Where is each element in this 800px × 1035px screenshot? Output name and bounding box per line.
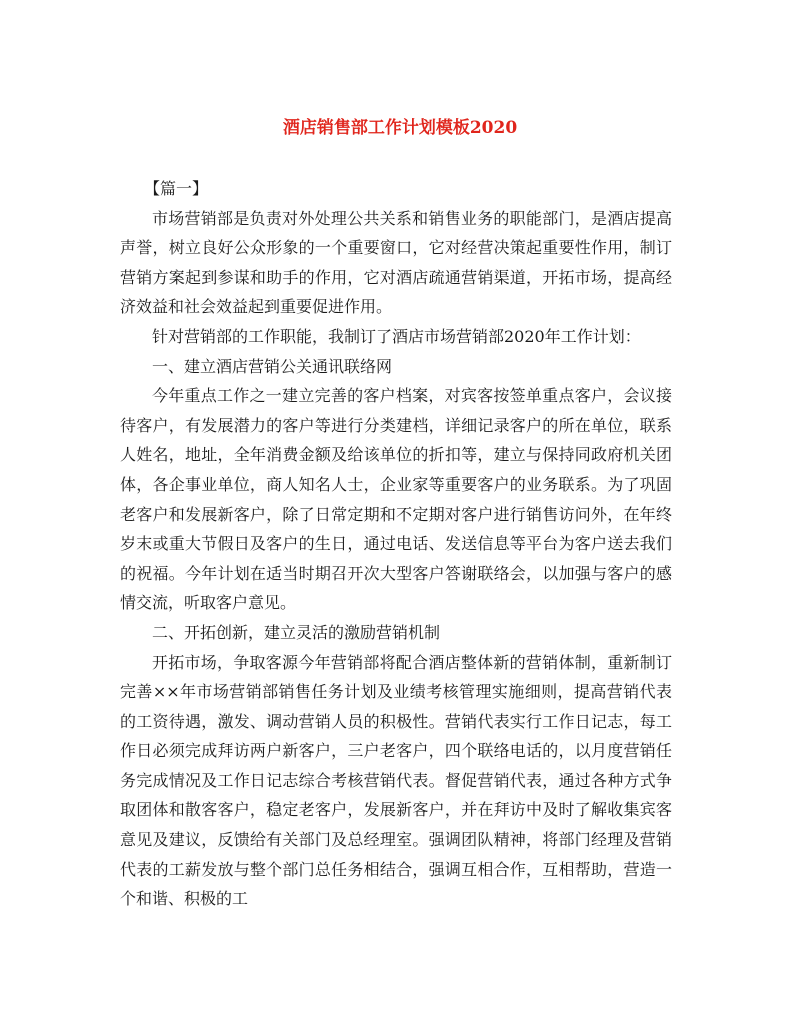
paragraph-section-1: 今年重点工作之一建立完善的客户档案，对宾客按签单重点客户，会议接待客户，有发展潜力的客户等进行分类建档，详细记录客户的所在单位，联系人姓名，地址，全年消费金额及给该单位的折扣等，建立与保持同政府机关团体，各企事业单位，商人知名人士，企业家等重要客户的业务联系。为了巩固老客户和发展新客户，除了日常定期和不定期对客户进行销售访问外，在年终岁末或重大节假日及客户的生日，通过电话、发送信息等平台为客户送去我们的祝福。今年计划在适当时期召开次大型客户答谢联络会，以加强与客户的感情交流，听取客户意见。 [120,386,672,613]
section-heading-1: 一、建立酒店营销公关通讯联络网 [152,356,393,376]
paragraph-intro: 市场营销部是负责对外处理公共关系和销售业务的职能部门，是酒店提高声誉，树立良好公众形象的一个重要窗口，它对经营决策起重要性作用，制订营销方案起到参谋和助手的作用，它对酒店疏通营销渠道，开拓市场，提高经济效益和社会效益起到重要促进作用。 [120,208,672,317]
document-title: 酒店销售部工作计划模板2020 [282,118,518,138]
section-heading-2: 二、开拓创新，建立灵活的激励营销机制 [152,622,441,642]
paragraph-plan: 针对营销部的工作职能，我制订了酒店市场营销部2020年工作计划： [152,326,641,346]
paragraph-section-2: 开拓市场，争取客源今年营销部将配合酒店整体新的营销体制，重新制订完善××年市场营销部销售任务计划及业绩考核管理实施细则，提高营销代表的工资待遇，激发、调动营销人员的积极性。营销代表实行工作日记志，每工作日必须完成拜访两户新客户，三户老客户，四个联络电话的，以月度营销任务完成情况及工作日记志综合考核营销代表。督促营销代表，通过各种方式争取团体和散客客户，稳定老客户，发展新客户，并在拜访中及时了解收集宾客意见及建议，反馈给有关部门及总经理室。强调团队精神，将部门经理及营销代表的工薪发放与整个部门总任务相结合，强调互相合作，互相帮助，营造一个和谐、积极的工 [120,652,672,909]
section-label: 【篇一】 [144,179,209,198]
document-body [120,174,672,914]
